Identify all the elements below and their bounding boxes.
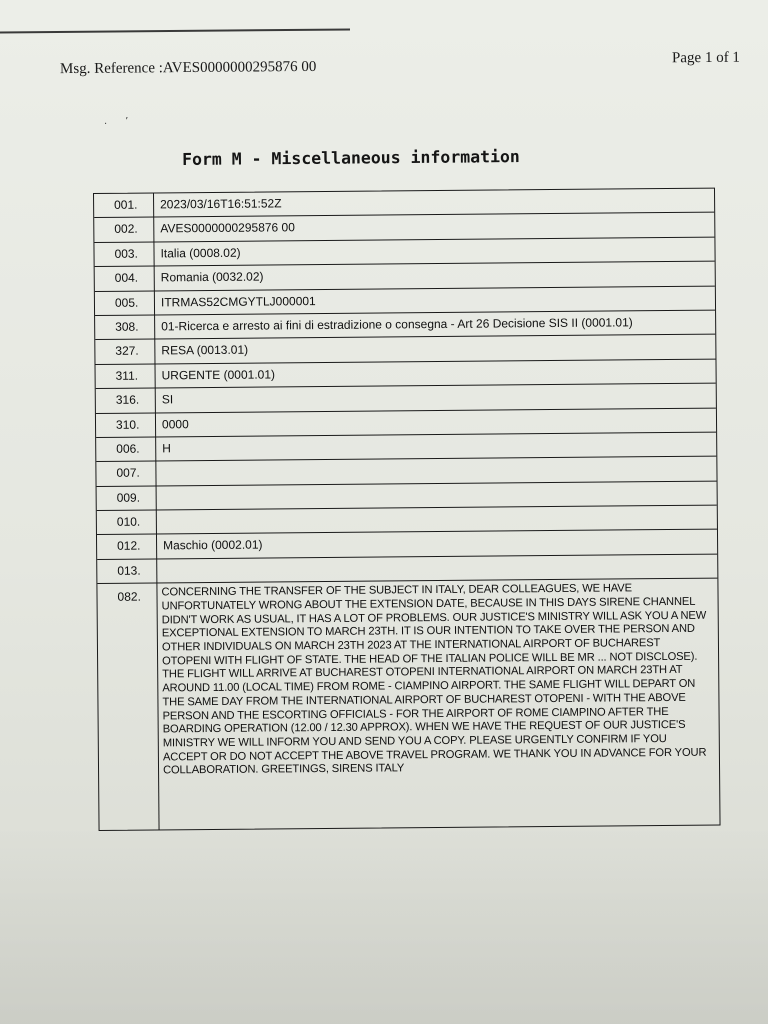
field-code: 003. [94,242,154,266]
field-value: H [162,441,171,456]
form-title: Form M - Miscellaneous information [182,147,520,169]
field-value: URGENTE (0001.01) [161,367,276,383]
header-rule [0,28,350,33]
field-value [157,481,717,509]
field-code: 311. [95,364,155,388]
field-value: SI [161,392,174,407]
field-code: 001. [94,193,154,217]
field-code: 009. [97,486,157,510]
message-code: 082. [97,584,159,831]
message-row [97,579,719,830]
field-value: Italia (0008.02) [160,245,241,261]
field-value: ITRMAS52CMGYTLJ000001 [160,293,316,309]
field-code: 007. [96,462,156,486]
field-code: 006. [96,437,156,461]
field-code: 013. [97,559,157,583]
field-value: Romania (0032.02) [160,269,264,285]
field-code: 002. [94,218,154,242]
field-code: 310. [96,413,156,437]
field-code: 012. [97,535,157,559]
field-value: 0000 [161,416,189,431]
field-value [156,457,716,485]
field-code: 316. [96,389,156,413]
message-reference: Msg. Reference :AVES0000000295876 00 [59,58,317,78]
field-code: 010. [97,511,157,535]
scan-marks: .’ [104,116,147,127]
page-number: Page 1 of 1 [671,49,740,67]
field-value: 2023/03/16T16:51:52Z [160,196,282,212]
photo-shadow [0,824,768,1024]
field-value [157,554,717,582]
message-text: CONCERNING THE TRANSFER OF THE SUBJECT IN ITALY, DEAR COLLEAGUES, WE HAVE UNFORTUNATELY WRONG ABOUT THE EXTENSION DATE, BECAUSE IN THIS DAYS SIRENE CHANNEL DIDN'T WORK AS USUAL, IT HAS A LOT OF PROBLEMS. OUR JUSTICE'S MINISTRY WILL ASK YOU A NEW EXCEPTIONAL EXTENSION TO MARCH 23TH. IT IS OUR INTENTION TO TAKE OVER THE PERSON AND OTHER INDIVIDUALS ON MARCH 23TH 2023 AT THE INTERNATIONAL AIRPORT OF BUCHAREST OTOPENI WITH FLIGHT OF STATE. THE HEAD OF THE ITALIAN POLICE WILL BE MR ... NOT DISCLOSE). THE FLIGHT WILL ARRIVE AT BUCHAREST OTOPENI INTERNATIONAL AIRPORT ON MARCH 23TH AT AROUND 11.00 (LOCAL TIME) FROM ROME - CIAMPINO AIRPORT. THE SAME FLIGHT WILL DEPART ON THE SAME DAY FROM THE INTERNATIONAL AIRPORT OF BUCHAREST OTOPENI - WITH THE ABOVE PERSON AND THE ESCORTING OFFICIALS - FOR THE AIRPORT OF ROME CIAMPINO AFTER THE BOARDING OPERATION (12.00 / 12.30 APPROX). WHEN WE HAVE THE REQUEST OF OUR JUSTICE'S MINISTRY WE WILL INFORM YOU AND SEND YOU A COPY. PLEASE URGENTLY CONFIRM IF YOU ACCEPT OR DO NOT ACCEPT THE ABOVE TRAVEL PROGRAM. WE THANK YOU IN ADVANCE FOR YOUR COLLABORATION. GREETINGS, SIRENS ITALY [161,582,707,777]
field-value: AVES0000000295876 00 [160,220,295,236]
field-value: 01-Ricerca e arresto ai fini di estradizione o consegna - Art 26 Decisione SIS II (0001.01) [161,315,633,334]
field-value [157,506,717,534]
form-table [93,188,721,832]
field-code: 004. [95,267,155,291]
field-code: 308. [95,315,155,339]
field-code: 327. [95,340,155,364]
field-value: RESA (0013.01) [161,342,249,358]
field-value: Maschio (0002.01) [163,538,263,553]
field-code: 005. [95,291,155,315]
